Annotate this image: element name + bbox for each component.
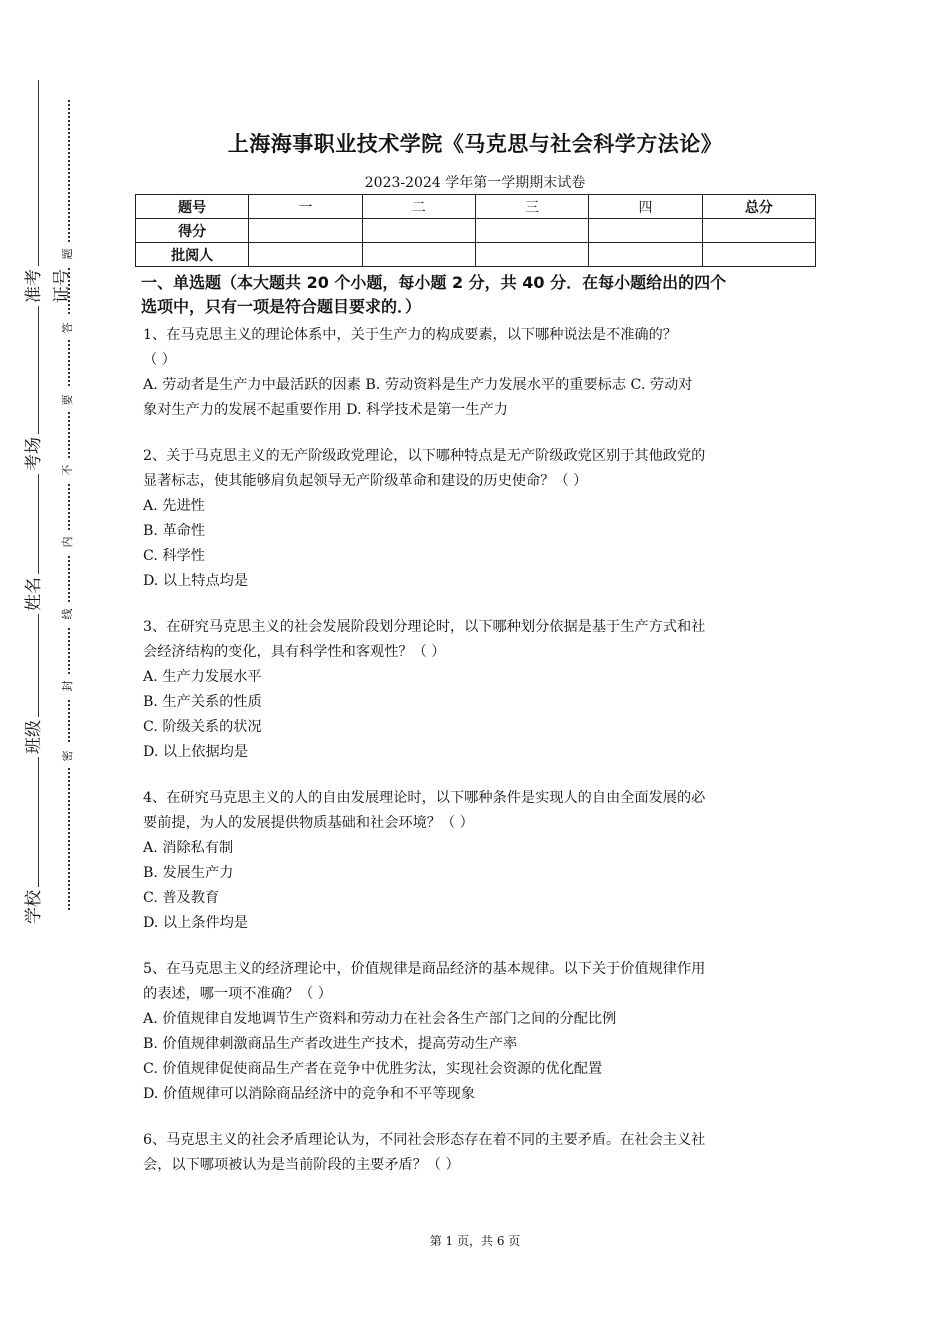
- seal-char: 题: [58, 242, 78, 266]
- score-table-header: 题号: [136, 195, 249, 219]
- class-label: 班级: [20, 717, 48, 757]
- grader-cell[interactable]: [362, 243, 475, 267]
- question-stem-line: 要前提，为人的发展提供物质基础和社会环境？（ ）: [143, 815, 474, 831]
- section-heading-line: 选项中，只有一项是符合题目要求的．）: [141, 297, 422, 316]
- question-item: [143, 786, 815, 936]
- grader-cell[interactable]: [249, 243, 362, 267]
- question-stem-line: （ ）: [143, 352, 176, 368]
- score-cell[interactable]: [589, 219, 702, 243]
- seal-char: 要: [58, 388, 78, 412]
- question-stem-line: 会经济结构的变化，具有科学性和客观性？（ ）: [143, 644, 446, 660]
- score-cell[interactable]: [362, 219, 475, 243]
- option-a[interactable]: A. 价值规律自发地调节生产资料和劳动力在社会各生产部门之间的分配比例: [143, 1011, 617, 1027]
- option-d[interactable]: D. 以上条件均是: [143, 915, 249, 931]
- option-c[interactable]: C. 普及教育: [143, 890, 220, 906]
- seal-char: 答: [58, 316, 78, 340]
- seal-char: 内: [58, 530, 78, 554]
- grader-cell[interactable]: [475, 243, 588, 267]
- option-b[interactable]: B. 价值规律刺激商品生产者改进生产技术，提高劳动生产率: [143, 1036, 518, 1052]
- section-heading: [141, 271, 815, 319]
- binding-line: [38, 80, 39, 920]
- score-table-header-row: [136, 195, 816, 219]
- score-cell[interactable]: [702, 219, 815, 243]
- seal-char: 密: [58, 744, 78, 768]
- option-line[interactable]: 象对生产力的发展不起重要作用 D. 科学技术是第一生产力: [143, 402, 508, 418]
- score-table-row: [136, 243, 816, 267]
- page-number: 第 1 页，共 6 页: [429, 1234, 521, 1248]
- score-table-header: 二: [362, 195, 475, 219]
- option-d[interactable]: D. 以上特点均是: [143, 573, 249, 589]
- exam-subtitle: 2023-2024 学年第一学期期末试卷: [364, 175, 586, 191]
- school-label: 学校: [20, 887, 48, 927]
- score-table-row: [136, 219, 816, 243]
- seal-char: 线: [58, 602, 78, 626]
- score-table: [135, 194, 816, 267]
- question-stem-line: 5、在马克思主义的经济理论中，价值规律是商品经济的基本规律。以下关于价值规律作用: [143, 961, 706, 977]
- score-table-header: 一: [249, 195, 362, 219]
- question-item: [143, 323, 815, 423]
- option-c[interactable]: C. 价值规律促使商品生产者在竞争中优胜劣汰，实现社会资源的优化配置: [143, 1061, 603, 1077]
- option-b[interactable]: B. 发展生产力: [143, 865, 234, 881]
- score-cell[interactable]: [249, 219, 362, 243]
- question-stem-line: 2、关于马克思主义的无产阶级政党理论，以下哪种特点是无产阶级政党区别于其他政党的: [143, 448, 706, 464]
- question-stem-line: 的表述，哪一项不准确？（ ）: [143, 986, 332, 1002]
- option-b[interactable]: B. 革命性: [143, 523, 206, 539]
- question-stem-line: 显著标志，使其能够肩负起领导无产阶级革命和建设的历史使命？（ ）: [143, 473, 588, 489]
- score-table-header: 总分: [702, 195, 815, 219]
- grader-cell[interactable]: [702, 243, 815, 267]
- option-b[interactable]: B. 生产关系的性质: [143, 694, 262, 710]
- option-a[interactable]: A. 先进性: [143, 498, 205, 514]
- option-d[interactable]: D. 价值规律可以消除商品经济中的竞争和不平等现象: [143, 1086, 476, 1102]
- score-table-header: 四: [589, 195, 702, 219]
- question-content: [143, 271, 815, 1199]
- option-c[interactable]: C. 科学性: [143, 548, 205, 564]
- option-a[interactable]: A. 消除私有制: [143, 840, 234, 856]
- question-item: [143, 444, 815, 594]
- question-item: [143, 957, 815, 1107]
- exam-title: 上海海事职业技术学院《马克思与社会科学方法论》: [227, 132, 723, 156]
- score-row-label: 批阅人: [136, 243, 249, 267]
- option-d[interactable]: D. 以上依据均是: [143, 744, 249, 760]
- exam-room-label: 考场: [20, 434, 48, 474]
- question-stem-line: 1、在马克思主义的理论体系中，关于生产力的构成要素，以下哪种说法是不准确的？: [143, 327, 677, 343]
- question-stem-line: 3、在研究马克思主义的社会发展阶段划分理论时，以下哪种划分依据是基于生产方式和社: [143, 619, 706, 635]
- option-line[interactable]: A. 劳动者是生产力中最活跃的因素 B. 劳动资料是生产力发展水平的重要标志 C. 劳动对: [143, 377, 693, 393]
- option-c[interactable]: C. 阶级关系的状况: [143, 719, 262, 735]
- name-label: 姓名: [20, 574, 48, 614]
- score-table-header: 三: [475, 195, 588, 219]
- grader-cell[interactable]: [589, 243, 702, 267]
- section-heading-line: 一、单选题（本大题共 20 个小题，每小题 2 分，共 40 分．在每小题给出的四个: [141, 273, 727, 292]
- score-cell[interactable]: [475, 219, 588, 243]
- question-stem-line: 会，以下哪项被认为是当前阶段的主要矛盾？（ ）: [143, 1157, 460, 1173]
- seal-dotted-line: [68, 100, 70, 910]
- exam-id-label: 准考证号: [20, 266, 48, 306]
- option-a[interactable]: A. 生产力发展水平: [143, 669, 262, 685]
- question-stem-line: 4、在研究马克思主义的人的自由发展理论时，以下哪种条件是实现人的自由全面发展的必: [143, 790, 706, 806]
- seal-char: 封: [58, 674, 78, 698]
- score-row-label: 得分: [136, 219, 249, 243]
- seal-char: 不: [58, 458, 78, 482]
- question-item: [143, 615, 815, 765]
- question-item: [143, 1128, 815, 1178]
- question-stem-line: 6、马克思主义的社会矛盾理论认为，不同社会形态存在着不同的主要矛盾。在社会主义社: [143, 1132, 706, 1148]
